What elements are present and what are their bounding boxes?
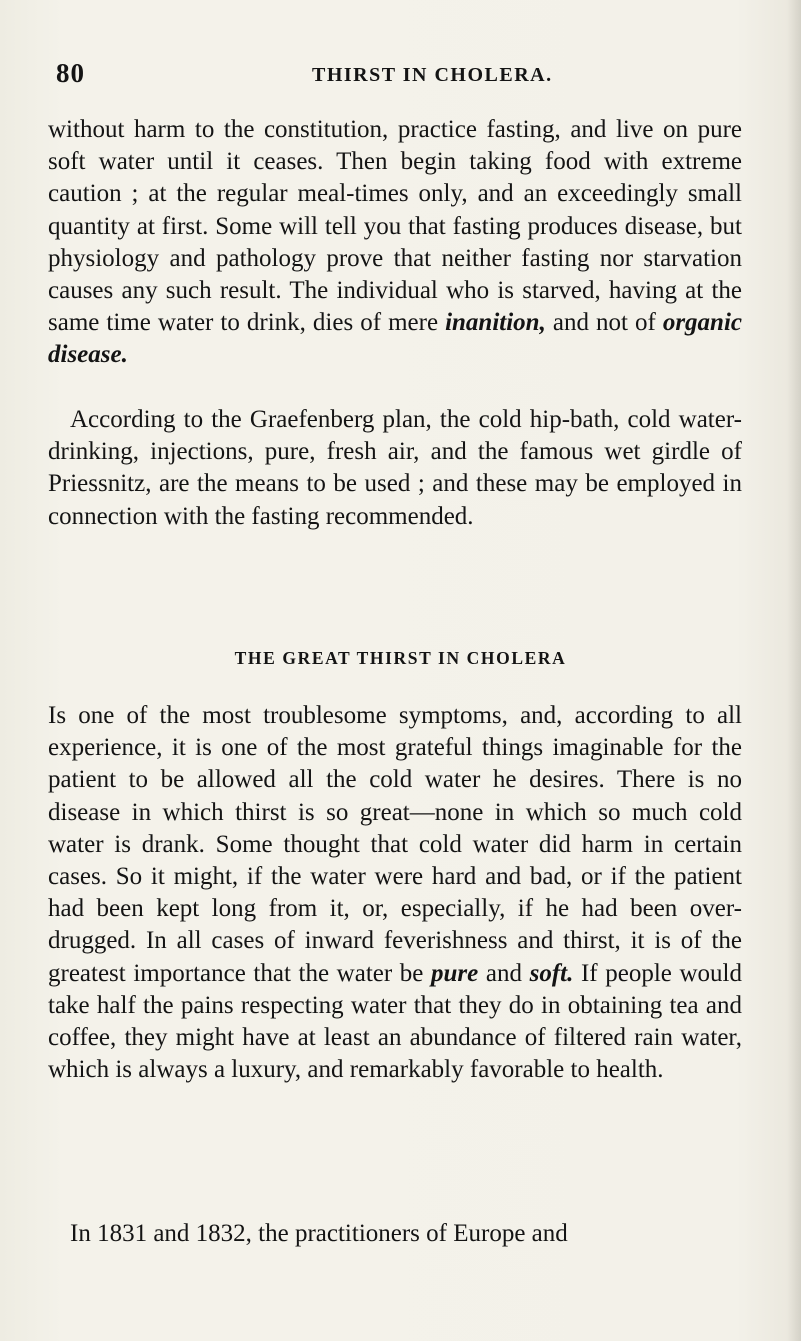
paragraph-3-emphasis-1: pure [431,959,479,987]
page-edge-shadow [787,0,801,1341]
paragraph-3-text-c: If people would take half the pains respecting water that they do in obtaining tea and coffee, they might have at least an abundance of filtered rain water, which is always a luxury, and remarkably favorable to health. [48,959,742,1084]
paragraph-3-text-a: Is one of the most troublesome symptoms, and, according to all experience, it is one of the most grateful things imaginable for the patient to be allowed all the cold water he desires. There is no disease in which thirst is so great—none in which so much cold water is drank. Some thought that cold water did harm in certain cases. So it might, if the water were hard and bad, or if the patient had been kept long from it, or, especially, if he had been over-drugged. In all cases of inward feverishness and thirst, it is of the greatest importance that the water be [48,702,742,987]
paragraph-1-text-a: without harm to the constitution, practice fasting, and live on pure soft water until it ceases. Then begin taking food with extreme caution ; at the regular meal-times only, and an exceedingly small quantity at first. Some will tell you that fasting produces disease, but physiology and pathology prove that neither fasting nor starvation causes any such result. The individual who is starved, having at the same time water to drink, dies of mere [48,116,742,337]
paragraph-1-text-b: and not of [545,309,663,337]
paragraph-3-text-b: and [478,959,530,987]
paragraph-4-text: In 1831 and 1832, the practitioners of Europe and [70,1220,568,1247]
running-head: THIRST IN CHOLERA. [312,64,553,86]
paragraph-2-text: According to the Graefenberg plan, the cold hip-bath, cold water-drinking, injections, pure, fresh air, and the famous wet girdle of Priessnitz, are the means to be used ; and these may be employed in connection with the fasting recommended. [48,406,742,530]
paragraph-1-emphasis-1: inanition, [445,309,546,337]
paragraph-1-emphasis-2: organic disease. [48,309,742,369]
paragraph-2 [48,404,742,533]
paragraph-4 [48,1218,742,1250]
page-header [56,58,756,98]
paragraph-1 [48,114,742,372]
section-heading: THE GREAT THIRST IN CHOLERA [234,648,567,668]
paragraph-3-emphasis-2: soft. [529,959,574,987]
paragraph-3 [48,700,742,1086]
page-number: 80 [56,58,85,88]
